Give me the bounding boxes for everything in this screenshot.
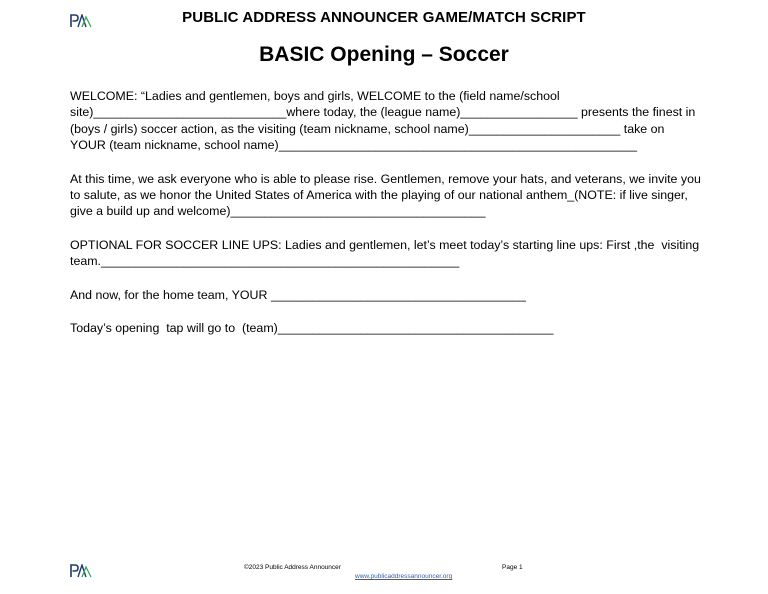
footer-page-number: Page 1 (502, 564, 523, 571)
footer-copyright: ©2023 Public Address Announcer (244, 564, 341, 571)
lineups-paragraph: OPTIONAL FOR SOCCER LINE UPS: Ladies and gentlemen, let’s meet today’s starting line ups: First ,the visiting team.____________________________________________________ (70, 237, 703, 269)
home-team-paragraph: And now, for the home team, YOUR _____________________________________ (70, 287, 526, 302)
header-title: PUBLIC ADDRESS ANNOUNCER GAME/MATCH SCRIPT (182, 9, 586, 26)
anthem-paragraph: At this time, we ask everyone who is able to please rise. Gentlemen, remove your hats, and veterans, we invite you to salute, as we honor the United States of America with the playing of our national anthem_(NOTE: if live singer, give a build up and welcome)_____________________________________ (70, 171, 705, 219)
document-title: BASIC Opening – Soccer (259, 43, 509, 66)
pa-logo-footer (70, 564, 92, 578)
welcome-paragraph: WELCOME: “Ladies and gentlemen, boys and girls, WELCOME to the (field name/school site)____________________________where today, the (league name)_________________ presents the finest in (boys / girls) soccer action, as the visiting (team nickname, school name)______________________ take on YOUR (team nickname, school name)____________________________________________________ (70, 89, 699, 153)
opening-tap-paragraph: Today’s opening tap will go to (team)________________________________________ (70, 321, 554, 336)
script-body (70, 88, 705, 353)
footer-website-link[interactable]: www.publicaddressannouncer.org (355, 573, 453, 580)
